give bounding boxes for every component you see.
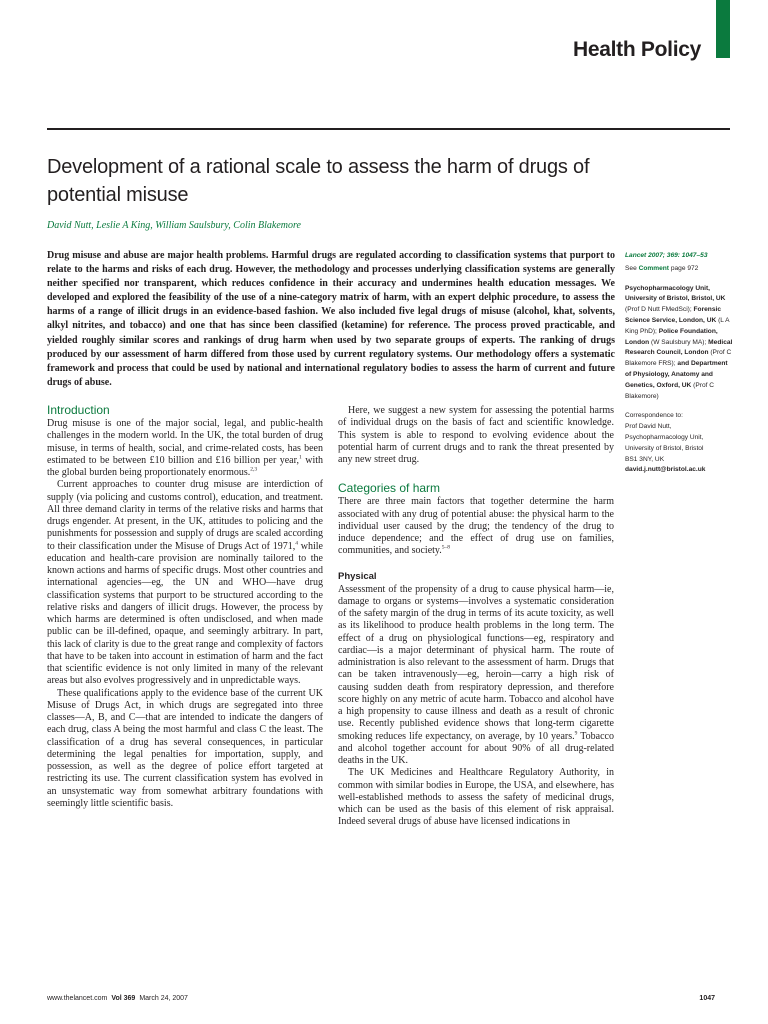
- affiliation-name: Police Foundation, London: [625, 327, 718, 346]
- comment-reference: [625, 264, 735, 275]
- introduction-heading: Introduction: [47, 403, 110, 417]
- text-run: Assessment of the propensity of a drug to cause physical harm—ie, damage to organs or systems—involves a systematic consideration of the safety margin of the drug in terms of its acute toxicity, as well as its likelihood to produce health problems in the long term. The effect of a drug on physiological functions—eg, respiratory and cardiac—is a major determinant of physical harm. The route of administration is also relevant to the assessment of harm. Drugs that can be taken intravenously—eg, heroin—carry a high risk of causing sudden death from respiratory depression, and therefore score highly on any metric of acute harm. Tobacco and alcohol have a high propensity to cause illness and death as a result of chronic use. Recently published evidence shows that long-term cigarette smoking reduces life expectancy, on average, by 10 years.: [338, 583, 614, 742]
- correspondence-postcode: BS1 3NY, UK: [625, 455, 665, 463]
- reference-marker[interactable]: 2,3: [250, 466, 258, 473]
- affiliation-author: (W Saulsbury MA);: [649, 338, 709, 346]
- volume-number: Vol 369: [111, 995, 136, 1002]
- affiliation-author: (Prof D Nutt FMedSci);: [625, 306, 694, 314]
- article-sidebar: [625, 251, 735, 476]
- left-column: [47, 402, 323, 810]
- correspondence-name: Prof David Nutt,: [625, 423, 672, 431]
- journal-url[interactable]: www.thelancet.com: [47, 995, 108, 1002]
- citation: Lancet 2007; 369: 1047–53: [625, 252, 708, 259]
- section-label: Health Policy: [573, 38, 701, 61]
- author-list[interactable]: David Nutt, Leslie A King, William Saulsbury, Colin Blakemore: [47, 220, 301, 231]
- page-footer: [47, 995, 188, 1002]
- physical-paragraph-2: The UK Medicines and Healthcare Regulatory Authority, in common with similar bodies in Europe, the USA, and elsewhere, has well-established methods to assess the safety of medicinal drugs, which can be used as the basis of this element of risk appraisal. Indeed several drugs of abuse have licensed indications in: [338, 767, 614, 828]
- text-run: Current approaches to counter drug misuse are interdiction of supply (via policing and customs control), education, and treatment. All three demand clarity in terms of the relative risks and harms that drugs engender. At present, in the UK, attitudes to policing and the punishments for possession and supply of drugs are scaled according to their classification under the Misuse of Drugs Act of 1971,: [47, 479, 323, 552]
- article-title: Development of a rational scale to assess the harm of drugs of potential misuse: [47, 156, 590, 206]
- categories-paragraph: [338, 496, 614, 557]
- reference-marker[interactable]: 9: [574, 730, 578, 737]
- page-number: 1047: [699, 995, 715, 1002]
- abstract: Drug misuse and abuse are major health problems. Harmful drugs are regulated according to classification systems that purport to relate to the harms and risks of each drug. However, the methodology and processes underlying classification systems are generally neither specified nor transparent, which reduces confidence in their accuracy and undermines health education messages. We developed and explored the feasibility of the use of a nine-category matrix of harm, with an expert delphic procedure, to assess the harms of a range of illicit drugs in an evidence-based fashion. We also included five legal drugs of misuse (alcohol, khat, solvents, alkyl nitrites, and tobacco) and one that has since been classified (ketamine) for reference. The process proved practicable, and yielded roughly similar scores and rankings of drug harm when used by two separate groups of experts. The ranking of drugs produced by our assessment of harm differed from those used by current regulatory systems. Our methodology offers a systematic framework and process that could be used by national and international regulatory bodies to assess the harm of current and future drugs of abuse.: [47, 250, 615, 388]
- physical-paragraph-1: [338, 584, 614, 768]
- correspondence-university: University of Bristol, Bristol: [625, 444, 704, 452]
- affiliation-name: Forensic Science Service, London, UK: [625, 306, 721, 324]
- reference-marker[interactable]: 4: [295, 540, 298, 547]
- issue-date: March 24, 2007: [139, 995, 188, 1002]
- author-affiliations: [625, 284, 735, 403]
- intro-paragraph-2: [47, 479, 323, 687]
- text-run: There are three main factors that together determine the harm associated with any drug of potential abuse: the physical harm to the individual user caused by the drug; the tendency of the drug to induce dependence; and the effect of drug use on families, communities, and society.: [338, 496, 614, 557]
- reference-marker[interactable]: 5–8: [441, 544, 451, 551]
- correspondence-unit: Psychopharmacology Unit,: [625, 433, 704, 441]
- correspondence-email[interactable]: david.j.nutt@bristol.ac.uk: [625, 466, 706, 474]
- affiliation-name: Psychopharmacology Unit, University of Bristol, Bristol, UK: [625, 284, 726, 303]
- intro-paragraph-1: [47, 418, 323, 479]
- affiliation-name: and Department of Physiology, Anatomy and Genetics, Oxford, UK: [625, 360, 728, 389]
- correspondence-label: Correspondence to:: [625, 412, 683, 420]
- text-run: Drug misuse is one of the major social, legal, and public-health challenges in the modern world. In the UK, the total burden of drug misuse, in terms of health, social, and crime-related costs, has been estimated to be between £10 billion and £16 billion per year,: [47, 418, 323, 466]
- text-run: Tobacco and alcohol together account for about 90% of all drug-related deaths in the UK.: [338, 730, 614, 766]
- correspondence-block: [625, 411, 735, 476]
- comment-prefix: See: [625, 264, 637, 272]
- journal-accent-bar: [716, 0, 730, 58]
- reference-marker[interactable]: 1: [299, 454, 302, 461]
- header-rule: [47, 128, 730, 130]
- right-paragraph-1: Here, we suggest a new system for assessing the potential harms of individual drugs on the basis of fact and scientific knowledge. This system is able to respond to evolving evidence about the potential harm of current drugs and to rank the threat presented by any new street drug.: [338, 405, 614, 465]
- comment-suffix: page 972: [670, 264, 699, 272]
- text-run: while education and health-care provision are nominally tailored to the known actions and harms of specific drugs. Most other countries and international agencies—eg, the UN and WHO—have drug classification systems that purport to be structured according to the relative risks and dangers of illicit drugs. However, the process by which harms are determined is often undisclosed, and when made public can be ill-defined, opaque, and seemingly arbitrary. In part, this lack of clarity is due to the great range and complexity of factors that have to be taken into account in estimation of harm and the fact that scientific evidence is not only limited in many of the relevant areas but also evolves progressively and in unpredictable ways.: [47, 540, 324, 687]
- categories-heading: Categories of harm: [338, 481, 441, 496]
- affiliation-author: (Prof C Blakemore): [625, 381, 715, 400]
- comment-link[interactable]: Comment: [638, 264, 669, 272]
- physical-subheading: Physical: [338, 570, 377, 582]
- right-column: [338, 405, 614, 829]
- affiliation-author: (Prof C Blakemore FRS);: [625, 349, 732, 368]
- intro-paragraph-3: These qualifications apply to the evidence base of the current UK Misuse of Drugs Act, in which drugs are segregated into three classes—A, B, and C—that are intended to indicate the dangers of each drug, class A being the most harmful and class C the least. The classification of a drug has several consequences, in particular determining the legal penalties for importation, supply, and possession, as well as the degree of police effort targeted at restricting its use. The current classification system has evolved in an unsystematic way from somewhat arbitrary foundations with seemingly little scientific basis.: [47, 687, 323, 809]
- affiliation-name: Medical Research Council, London: [625, 338, 733, 357]
- text-run: with the global burden being proportionately enormous.: [47, 454, 324, 478]
- affiliation-author: (L A King PhD);: [625, 316, 730, 335]
